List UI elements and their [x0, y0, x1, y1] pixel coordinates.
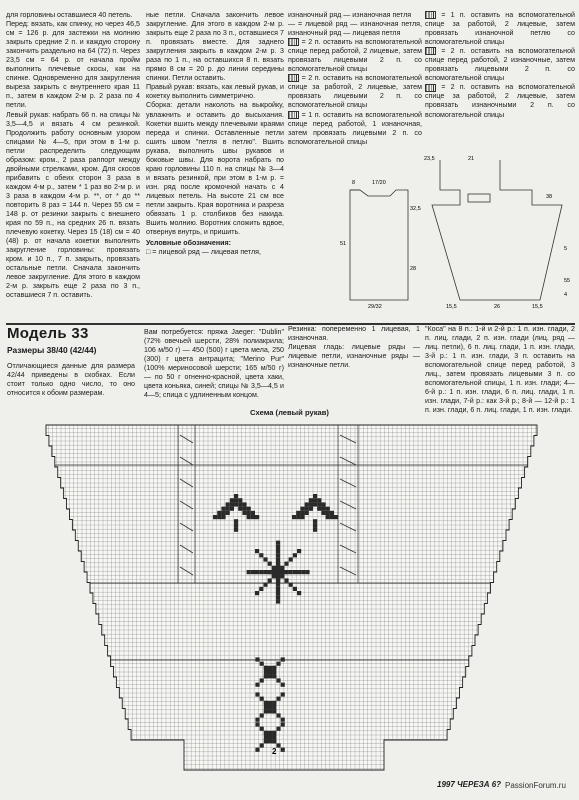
motif-cell: [259, 570, 263, 574]
motif-cell: [276, 570, 280, 574]
schema-title: Схема (левый рукав): [250, 408, 329, 417]
motif-cell: [268, 705, 272, 709]
motif-cell: [313, 523, 317, 527]
motif-cell: [281, 692, 285, 696]
motif-cell: [268, 709, 272, 713]
motif-cell: [272, 731, 276, 735]
motif-cell: [260, 678, 264, 682]
motif-cell: [242, 511, 246, 515]
motif-cell: [281, 718, 285, 722]
motif-cell: [255, 748, 259, 752]
legend-item: = 1 п. оставить на вспомогательной спице перед работой, 1 изнаночная, затем провязать лицевыми 2 п. со вспомогательной спицы: [288, 110, 422, 146]
motif-cell: [276, 566, 280, 570]
motif-cell: [276, 583, 280, 587]
motif-cell: [247, 515, 251, 519]
motif-cell: [276, 562, 280, 566]
motif-cell: [272, 705, 276, 709]
motif-cell: [217, 515, 221, 519]
motif-cell: [297, 570, 301, 574]
motif-cell: [296, 515, 300, 519]
motif-cell: [313, 528, 317, 532]
motif-cell: [260, 727, 264, 731]
motif-cell: [268, 562, 272, 566]
motif-cell: [247, 507, 251, 511]
motif-cell: [268, 674, 272, 678]
paragraph: для горловины оставшиеся 40 петель.: [6, 11, 133, 19]
paragraph: изнаночный ряд — изнаночная петля: [288, 11, 412, 19]
motif-cell: [281, 657, 285, 661]
motif-cell: [259, 553, 263, 557]
motif-cell: [268, 570, 272, 574]
paragraph: — = лицевой ряд — изнаночная петля, изнаночный ряд — лицевая петля: [288, 20, 422, 38]
motif-cell: [251, 515, 255, 519]
motif-cell: [238, 498, 242, 502]
motif-cell: [255, 515, 259, 519]
motif-cell: [272, 735, 276, 739]
motif-cell: [281, 683, 285, 687]
motif-cell: [221, 511, 225, 515]
motif-cell: [297, 591, 301, 595]
model-sizes: Размеры 38/40 (42/44): [7, 345, 97, 355]
motif-cell: [276, 591, 280, 595]
bottom-label: 2: [272, 747, 277, 756]
motif-cell: [234, 519, 238, 523]
paragraph: ные петли. Сначала закончить левое закругление. Для этого в каждом 2-м р. закрыть еще 2 раза по 3 п., оставшиеся 7 п. провязать вместе. Для заднего закругления закрыть в каждом 2-м р. 3 раза по 1 п., на оставшихся 8 п. вязать прямо 8 см = 20 р. до линии середины спинки. Петли оставить.: [146, 11, 284, 83]
paragraph: Сборка: детали наколоть на выкройку, увлажнить и оставить до высыхания. Кокетки вшить между плечевыми краями переда и спинки. Оставленные петли сшить швом "петля в петлю". Вшить рукава, выполнить швы рукавов и боковые швы. Для ворота набрать по краю горловины 110 п. на спицы № 3—4 и вязать резинкой, при этом в 1-м р. = изн. ряд после кромочной начать с 4 лицевых петель. На высоте 21 см все петли закрыть. Края воротника и разреза обвязать 1 р. столбиков без накида. Вшить молнию. Воротник сложить вдвое, отвернув внутрь, и пришить.: [146, 101, 284, 237]
motif-cell: [234, 523, 238, 527]
motif-cell: [313, 519, 317, 523]
motif-cell: [264, 701, 268, 705]
motif-cell: [234, 494, 238, 498]
dim-label: 55: [564, 278, 571, 284]
motif-cell: [230, 507, 234, 511]
motif-cell: [263, 583, 267, 587]
motif-cell: [255, 549, 259, 553]
motif-cell: [238, 507, 242, 511]
motif-cell: [292, 515, 296, 519]
motif-cell: [264, 709, 268, 713]
motif-cell: [276, 678, 280, 682]
motif-cell: [276, 587, 280, 591]
watermark: PassionForum.ru: [505, 781, 566, 790]
motif-cell: [226, 502, 230, 506]
motif-cell: [255, 718, 259, 722]
motif-cell: [238, 502, 242, 506]
motif-cell: [334, 515, 338, 519]
motif-cell: [281, 722, 285, 726]
motif-cell: [255, 692, 259, 696]
motif-cell: [272, 701, 276, 705]
motif-cell: [255, 683, 259, 687]
motif-cell: [297, 549, 301, 553]
motif-cell: [234, 502, 238, 506]
motif-cell: [276, 578, 280, 582]
motif-cell: [264, 666, 268, 670]
motif-cell: [272, 566, 276, 570]
motif-cell: [289, 583, 293, 587]
motif-cell: [305, 511, 309, 515]
motif-cell: [268, 666, 272, 670]
motif-cell: [301, 570, 305, 574]
motif-cell: [276, 713, 280, 717]
motif-cell: [305, 507, 309, 511]
paragraph: Перед: вязать, как спинку, но через 46,5 см = 126 р. для застежки на молнию закрыть средние 2 п. и каждую сторону закончить раздельно на 64 (72) п. Через 23,5 см = 64 р. от начала пройм выполнить плечевые скосы, как на спинке. Одновременно для закругления выреза закрыть с внутреннего края 11 п., затем в каждом 2-м р. 2 раза по 4 петли.: [6, 20, 140, 110]
motif-cell: [242, 502, 246, 506]
motif-cell: [221, 507, 225, 511]
dim-label: 5: [564, 246, 568, 252]
dim-label: 23,5: [424, 156, 435, 162]
motif-cell: [268, 731, 272, 735]
motif-cell: [272, 709, 276, 713]
legend-heading: Условные обозначения:: [146, 239, 232, 248]
motif-cell: [296, 511, 300, 515]
motif-cell: [280, 574, 284, 578]
paragraph: Правый рукав: вязать, как левый рукав, и кокетку выполнить симметрично.: [146, 83, 284, 101]
motif-cell: [255, 657, 259, 661]
paragraph: Вам потребуется: пряжа Jaeger: "Dublin" (72% овечьей шерсти, 28% полиакрила; 106 м/50 г) — 450 (500) г цвета мела, 250 (300) г цвета антрацита; "Merino Pur" (100% мериносовой шерсти; 165 м/50 г) — по 50 г огненно-красной, цвета хаки, цвета коньяка, синей; спицы № 3,5—4,5 и 4—5; спица с удлиненным концом.: [144, 328, 284, 400]
motif-cell: [300, 507, 304, 511]
motif-cell: [272, 670, 276, 674]
motif-cell: [276, 549, 280, 553]
motif-cell: [272, 674, 276, 678]
motif-cell: [313, 498, 317, 502]
legend-item: = 1 п. оставить на вспомогательной спице за работой, 2 лицевые, затем провязать изнаночной петлю со вспомогательной спицы: [425, 11, 575, 47]
motif-cell: [281, 748, 285, 752]
motif-cell: [268, 670, 272, 674]
motif-cell: [272, 739, 276, 743]
motif-cell: [234, 498, 238, 502]
motif-cell: [260, 743, 264, 747]
motif-cell: [213, 515, 217, 519]
paragraph: Отличающиеся данные для размера 42/44 приведены в скобках. Если стоит только одно число, то оно относится к обоим размерам.: [7, 362, 135, 398]
dim-label: 32,5: [410, 206, 421, 212]
motif-cell: [330, 515, 334, 519]
motif-cell: [330, 511, 334, 515]
motif-cell: [284, 570, 288, 574]
motif-cell: [326, 515, 330, 519]
motif-cell: [321, 507, 325, 511]
motif-cell: [326, 511, 330, 515]
motif-cell: [221, 515, 225, 519]
dim-label: 4: [564, 292, 568, 298]
motif-cell: [264, 670, 268, 674]
legend-item: = 2 п. оставить на вспомогательной спице перед работой, 2 лицевые, затем провязать лицевыми 2 п. со вспомогательной спицы: [288, 38, 422, 74]
motif-cell: [255, 591, 259, 595]
motif-cell: [260, 713, 264, 717]
motif-cell: [264, 674, 268, 678]
motif-cell: [293, 570, 297, 574]
motif-cell: [300, 515, 304, 519]
dim-label: 29/32: [368, 304, 382, 310]
motif-cell: [263, 557, 267, 561]
motif-cell: [326, 507, 330, 511]
motif-cell: [263, 570, 267, 574]
motif-cell: [230, 502, 234, 506]
motif-cell: [272, 570, 276, 574]
motif-cell: [255, 570, 259, 574]
paragraph: Резинка: попеременно 1 лицевая, 1 изнаночная.: [288, 325, 420, 343]
dim-label: 15,5: [532, 304, 543, 310]
motif-cell: [276, 662, 280, 666]
motif-cell: [276, 743, 280, 747]
motif-cell: [276, 545, 280, 549]
legend-item: = 2 п. оставить на вспомогательной спице за работой, 2 лицевые, затем провязать лицевыми 2 п. со вспомогательной спицы: [288, 74, 422, 110]
motif-cell: [272, 666, 276, 670]
motif-cell: [268, 578, 272, 582]
motif-cell: [247, 570, 251, 574]
motif-cell: [321, 502, 325, 506]
dim-label: 8: [352, 180, 356, 186]
motif-cell: [264, 705, 268, 709]
motif-cell: [276, 574, 280, 578]
paragraph: Лицевая гладь: лицевые ряды — лицевые петли, изнаночные ряды — изнаночные петли.: [288, 343, 420, 370]
motif-cell: [305, 502, 309, 506]
motif-cell: [234, 528, 238, 532]
motif-cell: [217, 511, 221, 515]
motif-cell: [272, 574, 276, 578]
motif-cell: [251, 511, 255, 515]
motif-cell: [264, 731, 268, 735]
motif-cell: [280, 570, 284, 574]
motif-cell: [268, 735, 272, 739]
motif-cell: [276, 599, 280, 603]
motif-cell: [289, 557, 293, 561]
motif-cell: [309, 498, 313, 502]
dim-label: 17/20: [372, 180, 386, 186]
motif-cell: [276, 595, 280, 599]
dim-label: 28: [410, 266, 417, 272]
motif-cell: [289, 570, 293, 574]
dim-label: 51: [340, 241, 347, 247]
motif-cell: [309, 502, 313, 506]
motif-cell: [255, 722, 259, 726]
dim-label: 15,5: [446, 304, 457, 310]
motif-cell: [242, 507, 246, 511]
model-title: Модель 33: [7, 325, 89, 342]
motif-cell: [230, 498, 234, 502]
motif-cell: [276, 697, 280, 701]
dim-label: 38: [546, 194, 553, 200]
motif-cell: [321, 511, 325, 515]
motif-cell: [226, 511, 230, 515]
motif-cell: [317, 507, 321, 511]
motif-cell: [313, 494, 317, 498]
motif-cell: [284, 562, 288, 566]
motif-cell: [251, 570, 255, 574]
motif-cell: [317, 502, 321, 506]
motif-cell: [293, 553, 297, 557]
motif-cell: [276, 557, 280, 561]
legend-item: = 2 п. оставить на вспомогательной спице перед работой, 2 изнаночные, затем провязать лицевыми 2 п. со вспомогательной спицы: [425, 47, 575, 83]
motif-cell: [300, 511, 304, 515]
motif-cell: [276, 727, 280, 731]
motif-cell: [276, 553, 280, 557]
motif-cell: [276, 541, 280, 545]
motif-cell: [247, 511, 251, 515]
motif-cell: [284, 578, 288, 582]
motif-cell: [264, 735, 268, 739]
motif-cell: [313, 502, 317, 506]
motif-cell: [268, 739, 272, 743]
motif-cell: [317, 498, 321, 502]
motif-cell: [305, 570, 309, 574]
motif-cell: [293, 587, 297, 591]
motif-cell: [264, 739, 268, 743]
motif-cell: [260, 697, 264, 701]
motif-cell: [280, 566, 284, 570]
motif-cell: [260, 662, 264, 666]
magazine-footer: 1997 ЧЕРЕЗА 6?: [437, 780, 502, 789]
motif-cell: [226, 507, 230, 511]
legend-item: = 2 п. оставить на вспомогательной спице за работой, 2 лицевые, затем провязать изнаночными 2 п. со вспомогательной спицы: [425, 83, 575, 119]
motif-cell: [268, 701, 272, 705]
paragraph: Левый рукав: набрать 66 п. на спицы № 3,5—4,5 и вязать 4 см резинкой. Продолжить работу основным узором спицами № 4—5, при этом в 1-м р. петли распределить следующим образом: кром., 2 раза раппорт между двойными стрелками, кром. Для скосов прибавить с обеих сторон 3 раза в каждом 4-м р., затем * 1 раз во 2-м р. и 3 раза в каждом 4-м р. **, от * до ** повторить 8 раз = 144 п. Через 55 см = 148 р. от резинки закрыть с внешнего края по 59 п., на средних 26 п. вязать плечевую кокетку. Через 15 (18) см = 40 (48) р. от начала кокетки выполнить закругление горловины: провязать кром. и 10 п., 7 п. закрыть, провязать остальные петли. Сначала закончить левое закругление. Для этого в каждом 2-м р. закрыть еще 2 раза по 3 п., оставшиеся 7 п. оставить.: [6, 110, 140, 300]
dim-label: 26: [494, 304, 501, 310]
motif-cell: [309, 507, 313, 511]
legend-item: □ = лицевой ряд — лицевая петля,: [146, 248, 261, 257]
dim-label: 21: [468, 156, 475, 162]
paragraph: "Коса" на 8 п.: 1-й и 2-й р.: 1 п. изн. глади, 2 п. лиц. глади, 2 п. изн. глади (лиц. ряд — лиц. петли), 6 п. лиц. глади, 1 п. изн. глади, 3-й р.: 1 п. изн. глади, 3 п. оставить на вспомогательной спице перед работой, 3 лиц., затем провязать лицевыми 3 п. со вспомогательной спицы, 1 п. изн. глади; 4—6-й р.: 1 п. изн. глади, 6 п. лиц. глади, 1 п. изн. глади, 7-й р.: как 3-й р.; 8-й — 12-й р.: 1 п. изн. глади, 6 п. лиц. глади, 1 п. изн. глади.: [425, 325, 575, 415]
motif-cell: [259, 587, 263, 591]
